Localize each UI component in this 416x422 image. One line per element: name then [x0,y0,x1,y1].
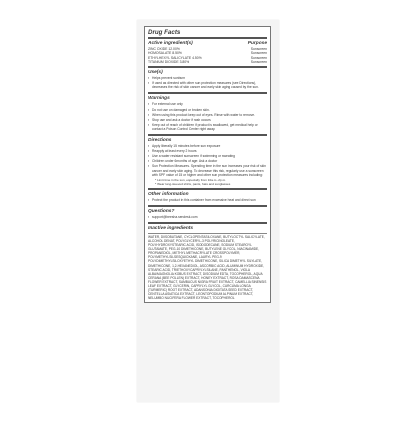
ingredient-purpose: Sunscreen [250,47,267,51]
other-information-heading: Other information [148,191,189,197]
directions-heading: Directions [148,138,172,144]
ingredient-purpose: Sunscreen [250,51,267,56]
ingredient-name: ZINC OXIDE 12.00% [148,47,180,51]
other-information-item: ▪ Protect the product in this container from excessive heat and direct sun [148,198,267,202]
directions-item: ▪ Sun Protection Measures. Spending time in the sun increases your risk of skin cancer and early skin aging. To decrease this risk, regularly use a sunscreen with SPF value of 15 or higher and other sun protection measures including: [148,164,267,176]
divider [148,66,267,68]
warnings-item: ▪ Stop use and ask a doctor if rash occurs [148,118,267,122]
directions-item: ▪ Reapply at least every 2 hours [148,149,267,153]
divider [148,222,267,224]
product-label-panel [137,20,279,402]
drug-facts-title: Drug Facts [148,29,181,36]
divider [148,37,267,39]
questions-contact: ▪ support@beesha.sendesk.com [148,215,267,219]
uses-heading: Use(s) [148,70,163,76]
warnings-item: ▪ Do not use on damaged or broken skin. [148,108,267,112]
ingredient-name: TITANIUM DIOXIDE 3.80% [148,59,190,64]
directions-item: ▪ Use a water resistant sunscreen if swimming or sweating [148,154,267,158]
divider [148,92,267,94]
uses-section [148,69,267,91]
inactive-ingredients-text: WATER, DIISOBUTANE, CYCLOPENTASILOXANE, BUTYLOCTYL SALICYLATE, ALCOHOL DENAT, POLYGLYCERYL-3 POLYRICINOLEATE, POLYHYDROXYSTEARIC ACID, ISODODECANE, SODIUM STEAROYL GLUTAMATE, PEG-10 DIMETHICONE, BUTYLENE GLYCOL, NIACINAMIDE, PROPANEDIOL, METHYL METHACRYLATE CROSSPOLYMER, POLYMETHYLSILSESQUIOXANE, LAURYL PEG-9 POLYDIMETHYLSILOXYETHYL DIMETHICONE, SILICA DIMETHYL SILYLATE, DIMETHICONE, 1,2-HEXANEDIOL, ASCORBIC ACID, ALUMINUM HYDROXIDE, STEARIC ACID, TRIETHOXYCAPRYLYLSILANE, PANTHENOL, VIOLA ALBA/MAGNOLIA KOBUS EXTRACT, DISODIUM EDTA, TOCOPHEROL, AQUA CERANA (BEE POLLEN) EXTRACT, HONEY EXTRACT, ROSA DAMASCENA FLOWER EXTRACT, SAMBUCUS NIGRA FRUIT EXTRACT, CAMELLIA SINENSIS LEAF EXTRACT, GLYCERIN, CAPRYLYL GLYCOL, CURCUMA LONGA (TURMERIC) ROOT EXTRACT, ADANSONIA DIGITATA SEED EXTRACT, CENTELLA ASIATICA EXTRACT, LEONTOPODIUM ALPINUM EXTRACT, NELUMBO NUCIFERA FLOWER EXTRACT, TOCOPHEROL [148,234,267,301]
ingredient-purpose: Sunscreen [250,59,267,64]
other-information-section [148,191,267,204]
divider [148,134,267,136]
warnings-section [148,95,267,133]
directions-item: ▪ Children under 6months of age: Ask a doctor [148,159,267,163]
questions-section [148,208,267,221]
directions-item: ▪ Apply liberally 15 minutes before sun exposure [148,144,267,148]
warnings-heading: Warnings [148,96,170,102]
uses-item: ▪ Helps prevent sunburn [148,76,267,80]
divider [148,233,267,234]
ingredient-purpose: Sunscreen [250,55,267,60]
active-ingredients-section [148,40,267,65]
purpose-heading: Purpose [247,41,267,46]
directions-section [148,137,267,187]
uses-item: ▪ If used as directed with other sun protection measures (see Directions), decreases the risk of skin cancer and early skin aging caused by the sun. [148,81,267,89]
questions-heading: Questions? [148,208,175,214]
ingredient-name: HOMOSALATE 8.50% [148,51,182,56]
directions-sub-item: * Wear long-sleeved shirts, pants, hats and sunglasses [155,181,231,186]
warnings-item: ▪ When using this product keep out of eyes. Rinse with water to remove. [148,113,267,117]
warnings-item: ▪ For external use only [148,102,267,106]
divider [148,188,267,190]
directions-sub-item: * Limit time in the sun, especially from 10a.m.-2p.m. [155,177,227,182]
ingredient-row [148,60,267,64]
inactive-ingredients-heading: Inactive ingredients [148,225,194,231]
drug-facts-box [144,26,271,303]
ingredient-name: ETHYLHEXYL SALICYLATE 4.50% [148,55,202,60]
inactive-ingredients-section [148,225,267,302]
warnings-item: ▪ Keep out of reach of children if product is swallowed, get medical help or contact a Poison Control Center right away. [148,123,267,131]
divider [148,205,267,207]
active-ingredients-heading: Active ingredient(s) [148,41,193,46]
